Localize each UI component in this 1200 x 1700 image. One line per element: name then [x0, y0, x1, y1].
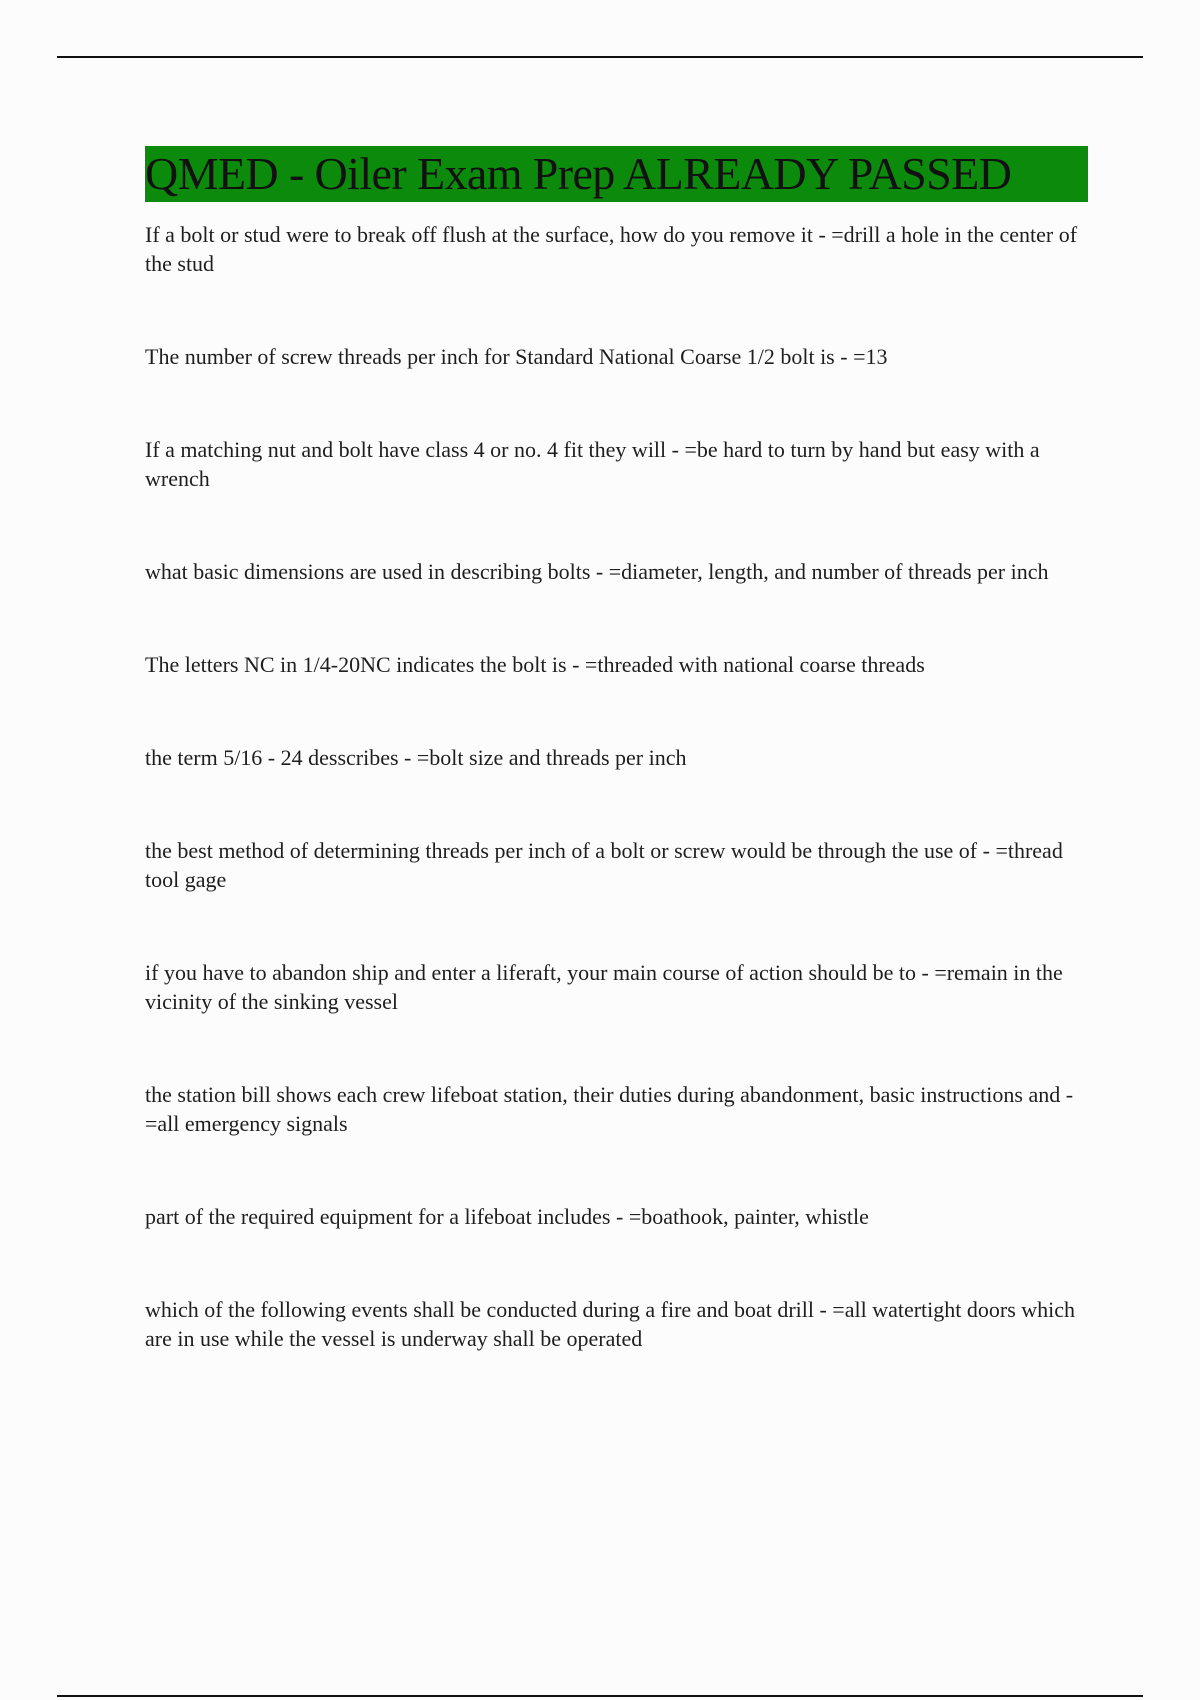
qa-item: which of the following events shall be conducted during a fire and boat drill - =all watertight doors which are in use while the vessel is underway shall be operated — [145, 1297, 1076, 1351]
qa-item: if you have to abandon ship and enter a liferaft, your main course of action should be to - =remain in the vicinity of the sinking vessel — [145, 960, 1063, 1014]
qa-item: what basic dimensions are used in describing bolts - =diameter, length, and number of threads per inch — [145, 559, 1049, 584]
qa-item: the station bill shows each crew lifeboat station, their duties during abandonment, basic instructions and - =all emergency signals — [145, 1082, 1074, 1136]
bottom-rule — [57, 1695, 1143, 1697]
top-rule — [57, 56, 1143, 58]
qa-item: the term 5/16 - 24 desscribes - =bolt size and threads per inch — [145, 745, 687, 770]
qa-item: the best method of determining threads per inch of a bolt or screw would be through the use of - =thread tool gage — [145, 838, 1063, 892]
title-highlight — [145, 146, 1088, 202]
qa-item: The letters NC in 1/4-20NC indicates the bolt is - =threaded with national coarse threads — [145, 652, 925, 677]
qa-item: If a matching nut and bolt have class 4 or no. 4 fit they will - =be hard to turn by hand but easy with a wrench — [145, 437, 1040, 491]
qa-item: The number of screw threads per inch for Standard National Coarse 1/2 bolt is - =13 — [145, 344, 888, 369]
document-content — [145, 146, 1088, 1417]
qa-item: part of the required equipment for a lifeboat includes - =boathook, painter, whistle — [145, 1204, 869, 1229]
qa-list — [145, 220, 1088, 1353]
document-title: QMED - Oiler Exam Prep ALREADY PASSED — [145, 148, 1012, 199]
qa-item: If a bolt or stud were to break off flush at the surface, how do you remove it - =drill a hole in the center of the stud — [145, 222, 1078, 276]
